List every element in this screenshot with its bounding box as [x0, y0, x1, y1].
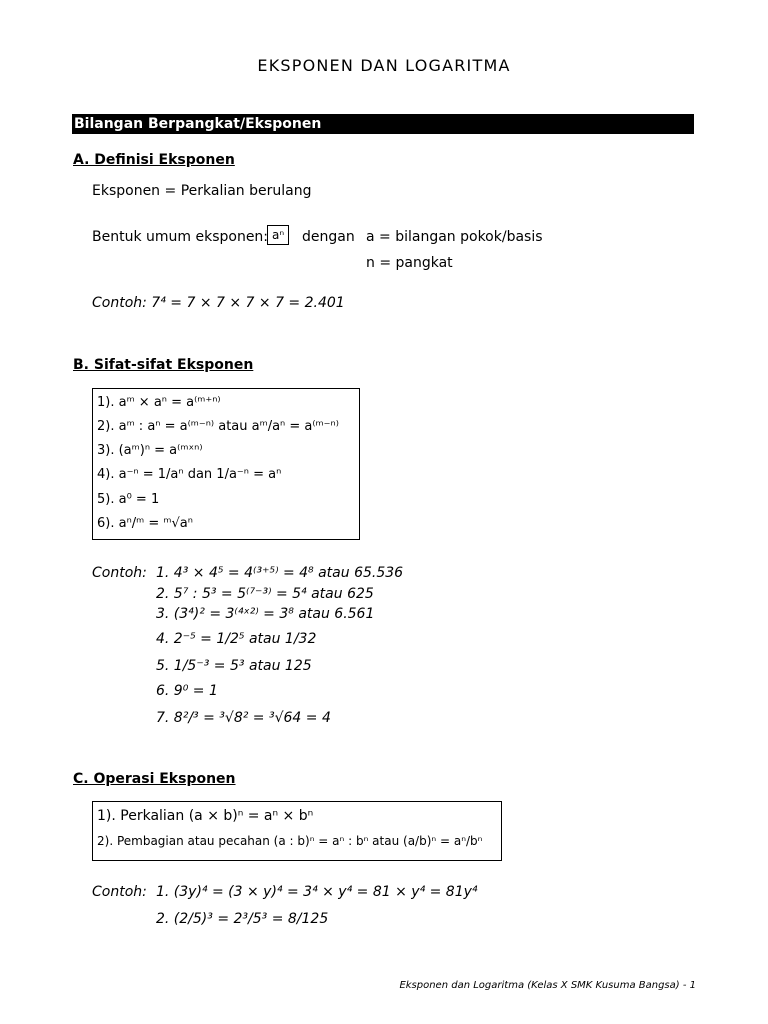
example-c-2: 2. (2/5)³ = 2³/5³ = 8/125: [156, 911, 329, 927]
section-bar: Bilangan Berpangkat/Eksponen: [72, 114, 694, 134]
example-b-2: 2. 5⁷ : 5³ = 5⁽⁷⁻³⁾ = 5⁴ atau 625: [156, 586, 374, 602]
general-form-label: Bentuk umum eksponen:: [92, 229, 269, 245]
example-b-1: 1. 4³ × 4⁵ = 4⁽³⁺⁵⁾ = 4⁸ atau 65.536: [156, 565, 404, 581]
rule-2: 2). aᵐ : aⁿ = a⁽ᵐ⁻ⁿ⁾ atau aᵐ/aⁿ = a⁽ᵐ⁻ⁿ⁾: [97, 419, 339, 434]
example-b-5: 5. 1/5⁻³ = 5³ atau 125: [156, 658, 312, 674]
rule-1: 1). aᵐ × aⁿ = a⁽ᵐ⁺ⁿ⁾: [97, 395, 221, 410]
operasi-rule-2: 2). Pembagian atau pecahan (a : b)ⁿ = aⁿ : bⁿ atau (a/b)ⁿ = aⁿ/bⁿ: [97, 834, 483, 848]
general-form-expression: aⁿ: [267, 225, 289, 245]
example-b-7: 7. 8²/³ = ³√8² = ³√64 = 4: [156, 710, 331, 726]
basis-definition: a = bilangan pokok/basis: [366, 229, 543, 245]
rule-5: 5). a⁰ = 1: [97, 492, 160, 507]
operasi-rule-1: 1). Perkalian (a × b)ⁿ = aⁿ × bⁿ: [97, 808, 314, 824]
heading-definisi: A. Definisi Eksponen: [73, 152, 235, 168]
heading-operasi: C. Operasi Eksponen: [73, 771, 236, 787]
contoh-label-c: Contoh:: [92, 884, 147, 900]
general-form-box: [267, 224, 289, 245]
page-footer: Eksponen dan Logaritma (Kelas X SMK Kusuma Bangsa) - 1: [399, 980, 696, 991]
dengan-label: dengan: [302, 229, 355, 245]
example-c-1: 1. (3y)⁴ = (3 × y)⁴ = 3⁴ × y⁴ = 81 × y⁴ = 81y⁴: [156, 884, 478, 900]
pangkat-definition: n = pangkat: [366, 255, 453, 271]
example-b-4: 4. 2⁻⁵ = 1/2⁵ atau 1/32: [156, 631, 317, 647]
example-definition: Contoh: 7⁴ = 7 × 7 × 7 × 7 = 2.401: [92, 295, 345, 311]
contoh-label-b: Contoh:: [92, 565, 147, 581]
definition-text: Eksponen = Perkalian berulang: [92, 183, 312, 199]
example-b-3: 3. (3⁴)² = 3⁽⁴ˣ²⁾ = 3⁸ atau 6.561: [156, 606, 375, 622]
document-title: EKSPONEN DAN LOGARITMA: [257, 56, 511, 75]
rule-3: 3). (aᵐ)ⁿ = a⁽ᵐˣⁿ⁾: [97, 443, 203, 458]
rule-6: 6). aⁿ/ᵐ = ᵐ√aⁿ: [97, 516, 193, 531]
example-b-6: 6. 9⁰ = 1: [156, 683, 218, 699]
heading-sifat: B. Sifat-sifat Eksponen: [73, 357, 254, 373]
rule-4: 4). a⁻ⁿ = 1/aⁿ dan 1/a⁻ⁿ = aⁿ: [97, 467, 282, 482]
